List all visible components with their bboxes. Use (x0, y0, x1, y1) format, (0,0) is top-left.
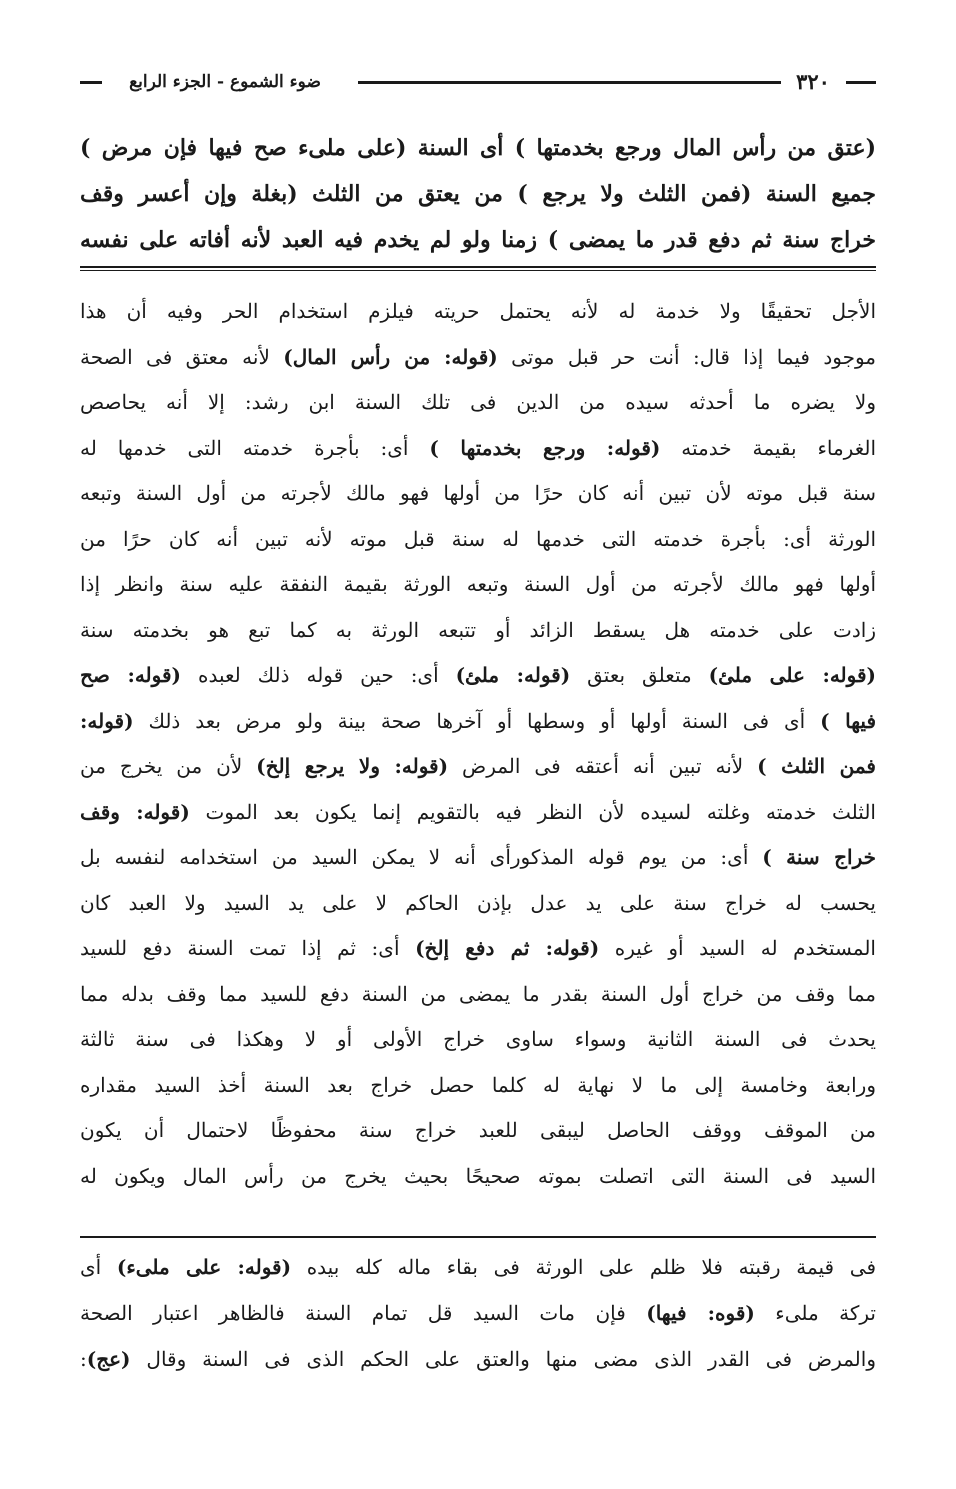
quoted-lemma: خراج سنة ) (762, 845, 876, 869)
text-run: السيد فى السنة التى اتصلت بموته صحيحًا بحيث يخرج من رأس المال ويكون له (80, 1163, 876, 1188)
header-rule-right (846, 81, 876, 84)
text-run: الثلث خدمته وغلته لسيده لأن النظر فيه بالتقويم إنما يكون بعد الموت (189, 799, 876, 824)
commentary-line (80, 743, 876, 789)
text-run: أولها فهو مالك لأجرته من أول السنة وتبعه الورثة بقيمة النفقة عليه سنة وانظر إذا (80, 572, 876, 596)
text-run: لأنه معتق فى الصحة (80, 344, 284, 369)
quoted-lemma: (عج) (86, 1347, 131, 1371)
text-run: أى فى السنة أولها أو وسطها أو آخرها صحة بينة ولو مرض بعد ذلك (133, 708, 821, 733)
text-run: تركة ملىء (754, 1301, 876, 1325)
gloss-divider (80, 1236, 876, 1238)
gloss-line (80, 1336, 876, 1382)
quoted-lemma: (قوله: على ملئ) (708, 663, 876, 687)
commentary-line (80, 834, 876, 880)
text-run: ورابعة وخامسة إلى ما لا نهاية له كلما حصل خراج بعد السنة أخذ السيد مقداره (80, 1072, 876, 1097)
commentary-line (80, 1153, 876, 1199)
commentary-line (80, 561, 876, 607)
quoted-lemma: (قوله: ولا يرجع إلخ) (256, 754, 449, 778)
page-number: ٣٢٠ (796, 69, 830, 94)
header-rule-left (80, 81, 102, 84)
text-run: مما وقف من خراج أول السنة بقدر ما يمضى من السنة دفع للسيد مما وقف بدله مما (80, 981, 876, 1006)
quoted-lemma: (قوله: ثم دفع إلخ) (415, 936, 600, 960)
commentary-line (80, 1062, 876, 1108)
commentary-line (80, 288, 876, 334)
text-run: أى (80, 1255, 117, 1279)
commentary-line (80, 1016, 876, 1062)
commentary-line (80, 789, 876, 835)
commentary (80, 288, 876, 1198)
commentary-line (80, 379, 876, 425)
quoted-lemma: (قوله: ملئ) (455, 663, 571, 687)
quoted-lemma: (قوله: (80, 708, 134, 733)
main-text-line: خراج سنة ثم دفع قدر ما يمضى ) زمنا ولو لم يخدم فيه العبد لأنه أفاته على نفسه (80, 227, 876, 253)
commentary-line (80, 880, 876, 926)
text-run: والمرض فى القدر الذى مضى منها والعتق على الحكم الذى فى السنة وقال (130, 1347, 876, 1371)
text-run: يحدث فى السنة الثانية وسواء ساوى خراج الأولى أو لا وهكذا فى سنة ثالثة (80, 1027, 876, 1051)
text-run: الأجل تحقيقًا ولا خدمة له لأنه يحتمل حريته فيلزم استخدام الحر وفيه أن هذا (80, 299, 876, 323)
gloss-line (80, 1290, 876, 1336)
running-title: ضوء الشموع - الجزء الرابع (129, 72, 321, 92)
text-run: أى: ثم إذا تمت السنة دفع للسيد (80, 936, 416, 960)
quoted-lemma: (قوله: وقف (80, 799, 190, 824)
text-run: فى قيمة رقبته فلا ظلم على الورثة فى بقاء ماله كله بيده (291, 1255, 876, 1279)
text-run: الغرماء بقيمة خدمته (660, 435, 876, 460)
commentary-line (80, 334, 876, 380)
marginal-gloss (80, 1244, 876, 1382)
quoted-lemma: (قوه: فيها) (646, 1301, 755, 1325)
text-run: سنة قبل موته لأن تبين أنه كان حرًا من أولها فهو مالك لأجرته من أول السنة وتبعه (80, 481, 876, 505)
quoted-lemma: (قوله: على ملىء) (116, 1255, 292, 1279)
text-run: أى: بأجرة خدمته التى خدمها له (80, 435, 430, 460)
commentary-line (80, 971, 876, 1017)
commentary-line (80, 925, 876, 971)
text-run: : (80, 1347, 87, 1371)
text-run: من الموقف ووقف الحاصل ليبقى للعبد خراج سنة محفوظًا لاحتمال أن يكون (80, 1118, 876, 1142)
main-text-line: جميع السنة (فمن الثلث ولا يرجع ) من يعتق من الثلث (بغلة وإن أعسر وقف (80, 181, 876, 207)
text-run: أى: من يوم قوله المذكورأى أنه لا يمكن السيد من استخدامه لنفسه بل (80, 845, 763, 869)
main-text (80, 125, 876, 263)
text-run: أى: حين قوله ذلك لعبده (181, 663, 456, 687)
quoted-lemma: فمن الثلث ) (757, 754, 876, 778)
text-run: الورثة أى: بأجرة خدمته التى خدمها له سنة قبل موته لأنه تبين أنه كان حرًا من (80, 526, 876, 551)
text-run: المستخدم له السيد أو غيره (599, 936, 876, 960)
quoted-lemma: (قوله: صح (80, 663, 182, 687)
commentary-line (80, 425, 876, 471)
text-run: يحسب له خراج سنة على يد عدل بإذن الحاكم لا على يد السيد ولا العبد كان (80, 890, 876, 915)
commentary-line (80, 607, 876, 653)
main-text-divider (80, 266, 876, 271)
quoted-lemma: (قوله: ورجع بخدمتها ) (429, 435, 661, 460)
running-header (80, 66, 876, 98)
commentary-line (80, 652, 876, 698)
text-run: لأن من يخرج من (80, 754, 257, 778)
commentary-line (80, 516, 876, 562)
commentary-line (80, 698, 876, 744)
text-run: ولا يضره ما أحدثه سيده من الدين فى تلك السنة ابن رشد: إلا أنه يحاصص (80, 390, 876, 414)
commentary-line (80, 1107, 876, 1153)
text-run: لأنه تبين أنه أعتقه فى المرض (448, 754, 758, 778)
commentary-line (80, 470, 876, 516)
gloss-line (80, 1244, 876, 1290)
text-run: متعلق بعتق (570, 663, 709, 687)
text-run: موجود فيما إذا قال: أنت حر قبل موتى (497, 344, 876, 369)
header-rule-middle (358, 81, 781, 84)
text-run: زادت على خدمته هل يسقط الزائد أو تتبعه الورثة به كما تبع هو بخدمته سنة (80, 617, 876, 642)
quoted-lemma: فيها ) (820, 708, 876, 733)
main-text-line: (عتق من رأس المال ورجع بخدمتها ) أى السنة (على ملىء صح فيها فإن مرض ) (80, 135, 876, 161)
quoted-lemma: (قوله: من رأس المال) (283, 344, 498, 369)
text-run: فإن مات السيد قل تمام السنة فالظاهر اعتبار الصحة (80, 1301, 647, 1325)
